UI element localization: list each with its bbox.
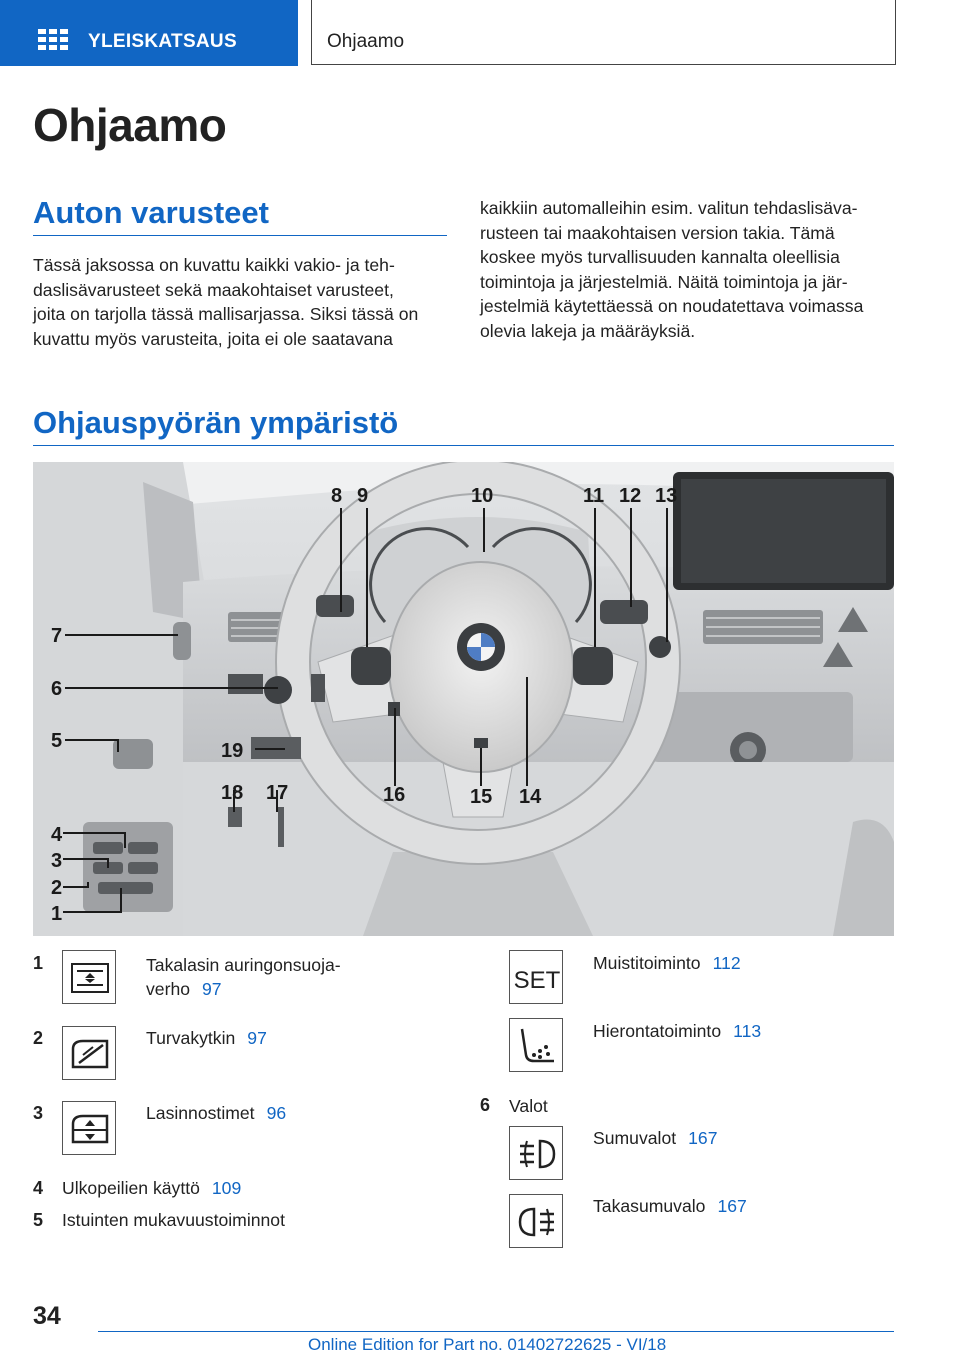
text-line: rusteen tai maakohtaisen version takia. Tämä [480,222,835,243]
item-number: 4 [33,1178,44,1198]
page-link[interactable]: 167 [717,1196,747,1216]
callout-1: 1 [51,903,63,925]
tab-cockpit[interactable] [311,0,896,65]
item-number: 5 [33,1210,44,1230]
page-link[interactable]: 97 [247,1028,267,1048]
item-label-line: Turvakytkin [146,1028,236,1048]
text-line: olevia lakeja ja määräyksiä. [480,320,696,341]
page-link[interactable]: 112 [712,953,741,973]
equipment-text-right [480,196,863,343]
callout-15: 15 [470,786,493,808]
callout-17: 17 [266,782,289,804]
callout-5: 5 [51,730,63,752]
item-number: 1 [33,953,44,973]
page-link[interactable]: 96 [266,1103,287,1123]
item-label [62,1176,241,1200]
item-label [593,1019,761,1043]
top-bar [0,0,960,66]
callout-9: 9 [357,485,369,507]
footer-edition: Online Edition for Part no. 01402722625 - VI/18 [308,1335,667,1354]
window-lift-icon [62,1101,116,1155]
item-label [146,1026,267,1050]
callout-10: 10 [471,485,494,507]
callout-14: 14 [519,786,542,808]
text-line: joita on tarjolla tässä mallisarjassa. Siksi tässä on [33,304,419,324]
page-link[interactable]: 167 [688,1128,718,1148]
item-label-line: verho [146,979,191,999]
tab-cockpit-label: Ohjaamo [327,31,405,52]
tab-overview-label: YLEISKATSAUS [88,31,237,52]
equipment-text-left [33,253,418,351]
safety-switch-icon [62,1026,116,1080]
callout-19: 19 [221,740,244,762]
callout-8: 8 [331,485,343,507]
callout-6: 6 [51,678,63,700]
text-line: jestelmiä käytettäessä on noudatettava voimassa [480,296,864,316]
text-line: kaikkiin automalleihin esim. valitun tehdaslisäva‐ [480,198,858,218]
item-label-line: Hierontatoiminto [593,1021,722,1041]
item-label: Istuinten mukavuustoiminnot [62,1210,285,1230]
callout-16: 16 [383,784,406,806]
memory-set-icon [509,950,563,1004]
item-label-line: Sumuvalot [593,1128,677,1148]
grid-icon [38,29,68,51]
item-label [593,1126,717,1150]
item-number: 6 [480,1095,491,1115]
item-label-line: Takasumuvalo [593,1196,706,1216]
item-label [146,1101,286,1125]
callout-7: 7 [51,625,63,647]
callout-18: 18 [221,782,244,804]
item-label [593,951,741,975]
cockpit-drawing [33,462,894,936]
section-rule [33,235,447,236]
item-label: Valot [509,1096,548,1116]
memory-set-label: SET [513,967,561,994]
text-line: koskee myös turvallisuuden kannalta oleellisia [480,247,840,267]
cockpit-illustration [33,462,894,936]
sunblind-icon [62,950,116,1004]
callout-2: 2 [51,877,63,899]
item-label-line: Muistitoiminto [593,953,701,973]
callout-13: 13 [655,485,678,507]
item-label-line: Ulkopeilien käyttö [62,1178,200,1198]
text-line: toimintoja ja järjestelmiä. Näitä toimintoja ja jär‐ [480,271,848,292]
text-line: Tässä jaksossa on kuvattu kaikki vakio- ja teh‐ [33,255,395,275]
page-number: 34 [33,1302,61,1330]
callout-4: 4 [51,824,63,846]
massage-icon [509,1018,563,1072]
item-label-line: Lasinnostimet [146,1103,255,1123]
page-title: Ohjaamo [33,99,227,151]
rear-fog-icon [509,1194,563,1248]
text-line: daslisävarusteet sekä maakohtaiset varusteet, [33,279,394,300]
tab-overview[interactable] [0,0,298,66]
item-label [146,953,341,1001]
item-label [593,1194,747,1218]
footer-rule [98,1331,894,1332]
text-line: kuvattu myös varusteita, joita ei ole saatavana [33,328,393,349]
section-title-equipment: Auton varusteet [33,195,269,230]
page-link[interactable]: 97 [202,979,222,999]
item-label-line: Takalasin auringonsuoja- [146,955,341,975]
callout-12: 12 [619,485,642,507]
section-rule [33,445,894,446]
section-title-steering: Ohjauspyörän ympäristö [33,405,399,440]
callout-11: 11 [583,485,605,507]
item-number: 2 [33,1028,44,1048]
callout-3: 3 [51,850,63,872]
page-link[interactable]: 109 [211,1178,242,1198]
front-fog-icon [509,1126,563,1180]
page-link[interactable]: 113 [733,1021,762,1041]
item-number: 3 [33,1103,44,1123]
